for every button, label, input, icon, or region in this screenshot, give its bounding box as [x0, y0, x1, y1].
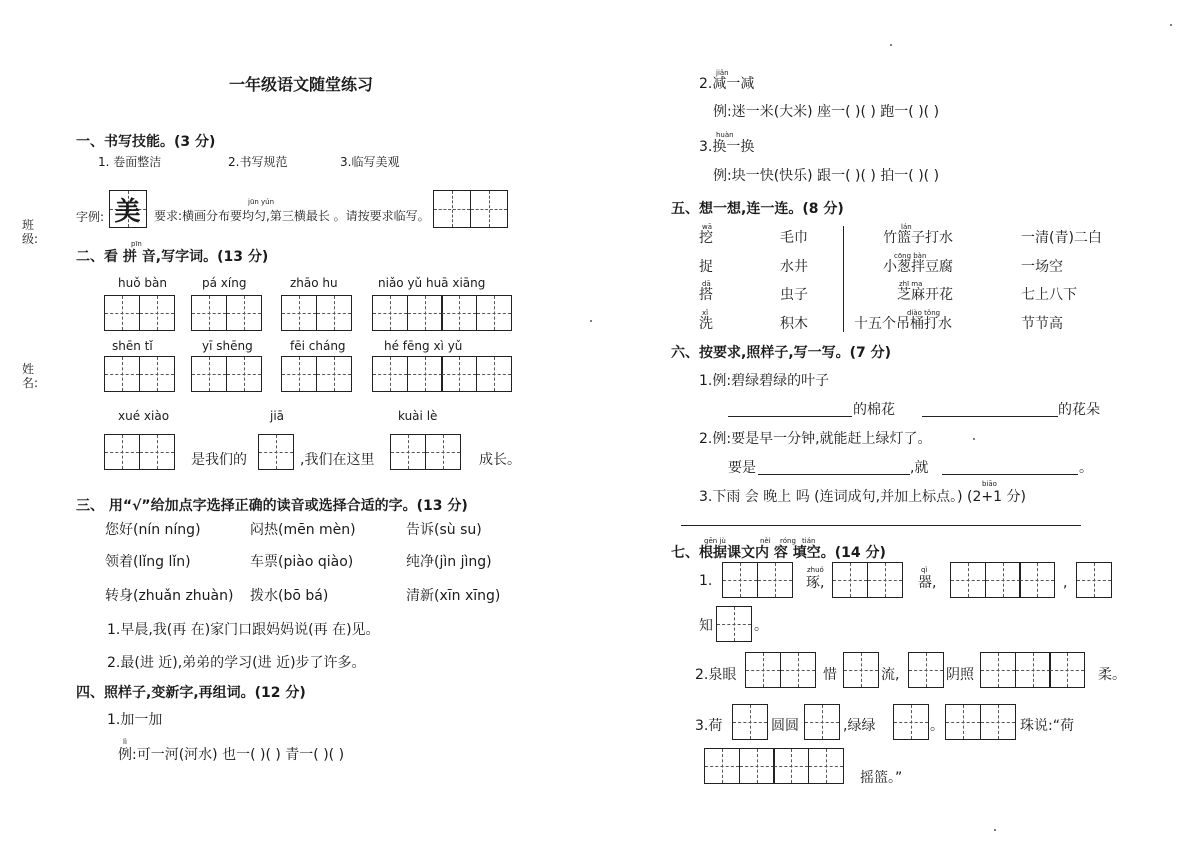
writing-cell[interactable]: [441, 356, 477, 392]
pinyin-zhaohu: zhāo hu: [290, 276, 338, 290]
section-6-heading: 六、按要求,照样子,写一写。(7 分): [671, 345, 892, 361]
s7-l2-quanyan: 2.泉眼: [695, 667, 737, 683]
ruby-zhi-ma: zhī ma: [899, 280, 923, 288]
writing-cell[interactable]: [281, 295, 317, 331]
s3-r2-c: 纯净(jìn jìng): [406, 554, 492, 570]
writing-cell[interactable]: [980, 652, 1016, 688]
phrase-3: 芝麻开花: [897, 287, 953, 303]
s6-q1b: 的花朵: [1058, 402, 1100, 418]
ruby-cong-ban: cōng bàn: [894, 252, 927, 260]
scan-speck: [973, 438, 975, 440]
s1-item-3: 3.临写美观: [340, 155, 400, 169]
ruby-jian: jiǎn: [716, 69, 729, 77]
writing-cell[interactable]: [104, 356, 140, 392]
grid-jia[interactable]: [258, 434, 294, 470]
writing-cell[interactable]: [281, 356, 317, 392]
writing-cell[interactable]: [407, 295, 443, 331]
section-3-heading: 三、 用“√”给加点字选择正确的读音或选择合适的字。(13 分): [76, 498, 468, 514]
s7-grid-2b[interactable]: [843, 652, 879, 688]
s3-r3-b: 拨水(bō bá): [250, 588, 329, 604]
s2-text-1: 是我们的: [191, 452, 247, 468]
noun-4: 积木: [780, 316, 808, 332]
writing-cell[interactable]: [780, 652, 816, 688]
writing-cell[interactable]: [407, 356, 443, 392]
writing-cell[interactable]: [258, 434, 294, 470]
writing-cell[interactable]: [722, 562, 758, 598]
s3-r1-a: 您好(nín níng): [105, 522, 201, 538]
ruby-tian: tián: [802, 537, 816, 545]
writing-cell[interactable]: [773, 748, 809, 784]
ruby-lan: lán: [901, 223, 912, 231]
s4-example-3: 例:块一快(快乐) 跟一( )( ) 拍一( )( ): [713, 168, 940, 184]
writing-cell[interactable]: [808, 748, 844, 784]
s2-heading-part-a: 二、看: [76, 249, 118, 265]
writing-cell[interactable]: [1049, 652, 1085, 688]
writing-cell[interactable]: [945, 704, 981, 740]
writing-cell[interactable]: [372, 356, 408, 392]
verb-3: 搭: [699, 287, 713, 303]
writing-cell[interactable]: [893, 704, 929, 740]
noun-2: 水井: [780, 259, 808, 275]
s3-r1-b: 闷热(mēn mèn): [250, 522, 356, 538]
grid-niaoyuhuaxiang[interactable]: [372, 295, 512, 331]
s3-q2: 2.最(进 近),弟弟的学习(进 近)步了许多。: [107, 655, 366, 671]
s6-answer-line[interactable]: [681, 525, 1081, 526]
writing-cell[interactable]: [1015, 652, 1051, 688]
writing-cell[interactable]: [441, 295, 477, 331]
s7-grid-3c[interactable]: [893, 704, 929, 740]
writing-cell[interactable]: [433, 190, 471, 228]
s7-grid-1b[interactable]: [832, 562, 903, 598]
ruby-li: lì: [123, 738, 127, 746]
s7-grid-1a[interactable]: [722, 562, 793, 598]
s7-l2-liu: 流,: [881, 667, 900, 683]
writing-cell[interactable]: [470, 190, 508, 228]
scan-speck: [890, 44, 892, 46]
writing-cell[interactable]: [191, 295, 227, 331]
pinyin-huoban: huǒ bàn: [118, 276, 167, 290]
writing-cell[interactable]: [739, 748, 775, 784]
section-4-heading: 四、照样子,变新字,再组词。(12 分): [76, 685, 306, 701]
s3-r2-b: 车票(piào qiào): [250, 554, 354, 570]
s7-l3-lvlv: ,绿绿: [843, 718, 876, 734]
s7-grid-2c[interactable]: [908, 652, 944, 688]
writing-cell[interactable]: [316, 295, 352, 331]
ruby-diao-tong: diào tǒng: [907, 309, 941, 317]
noun-1: 毛巾: [780, 230, 808, 246]
s2-text-3: 成长。: [479, 452, 521, 468]
s2-text-2: ,我们在这里: [300, 452, 375, 468]
grid-xuexiao[interactable]: [104, 434, 175, 470]
s2-heading-part-b: 拼: [122, 249, 137, 265]
noun-3: 虫子: [780, 287, 808, 303]
verb-4: 洗: [699, 316, 713, 332]
ruby-jun-yun: jūn yún: [248, 198, 275, 206]
writing-cell[interactable]: [950, 562, 986, 598]
writing-cell[interactable]: [985, 562, 1021, 598]
writing-cell[interactable]: [139, 295, 175, 331]
s3-r1-c: 告诉(sù su): [406, 522, 482, 538]
s6-blank-2a[interactable]: [758, 474, 910, 475]
writing-cell[interactable]: [832, 562, 868, 598]
writing-cell[interactable]: [716, 606, 752, 642]
pinyin-feichang: fēi cháng: [290, 339, 346, 353]
grid-zhaohu[interactable]: [281, 295, 352, 331]
s7-l2-xi: 惜: [823, 667, 837, 683]
section-1-heading: 一、书写技能。(3 分): [76, 134, 216, 150]
pinyin-jia: jiā: [270, 409, 285, 423]
idiom-2: 一场空: [1021, 259, 1063, 275]
s7-grid-3a[interactable]: [732, 704, 768, 740]
s7-grid-1e[interactable]: [716, 606, 752, 642]
writing-cell[interactable]: [191, 356, 227, 392]
scan-speck: [1170, 24, 1172, 26]
sample-char-box: [109, 190, 147, 228]
s6-blank-1a[interactable]: [728, 416, 852, 417]
writing-cell[interactable]: [139, 434, 175, 470]
s7-l1-comma: ,: [1063, 575, 1068, 591]
writing-cell[interactable]: [804, 704, 840, 740]
grid-yisheng[interactable]: [191, 356, 262, 392]
writing-cell[interactable]: [745, 652, 781, 688]
s7-grid-1c[interactable]: [950, 562, 1055, 598]
s2-heading-part-c: 音,写字词。(13 分): [141, 249, 269, 265]
s7-grid-3b[interactable]: [804, 704, 840, 740]
verb-1: 挖: [699, 230, 713, 246]
ruby-rong: róng: [780, 537, 796, 545]
pinyin-kuaile: kuài lè: [398, 409, 438, 423]
sample-label: 字例:: [76, 210, 105, 224]
s6-q1a: 的棉花: [853, 402, 895, 418]
s1-practice-grid[interactable]: [433, 190, 508, 228]
s7-l1-end: 。: [754, 618, 768, 634]
ruby-genju: gēn jù: [704, 537, 726, 545]
section-2-heading: [76, 249, 268, 265]
s7-l2-rou: 柔。: [1098, 667, 1126, 683]
writing-cell[interactable]: [226, 356, 262, 392]
s4-example-1: 例:可一河(河水) 也一( )( ) 青一( )( ): [118, 747, 345, 763]
s7-l1-zhuo: 琢,: [806, 575, 825, 591]
writing-cell[interactable]: [139, 356, 175, 392]
section-5-heading: 五、想一想,连一连。(8 分): [671, 201, 844, 217]
section-7-heading: 七、根据课文内 容 填空。(14 分): [671, 545, 886, 561]
s7-l1-qi: 器,: [918, 575, 937, 591]
grid-kuaile[interactable]: [390, 434, 461, 470]
s4-example-2: 例:迷一米(大米) 座一( )( ) 跑一( )( ): [713, 104, 940, 120]
s7-l1-num: 1.: [699, 573, 713, 589]
s4-sub1: 1.加一加: [107, 712, 163, 728]
sample-char: 美: [114, 196, 141, 227]
pinyin-shenti: shēn tǐ: [112, 339, 153, 353]
grid-shenti[interactable]: [104, 356, 175, 392]
s6-q2c: 。: [1079, 460, 1093, 476]
s3-r3-a: 转身(zhuǎn zhuàn): [105, 588, 234, 604]
ruby-da: dā: [702, 280, 711, 288]
s7-grid-2d[interactable]: [980, 652, 1085, 688]
s7-l1-zhi: 知: [699, 618, 713, 634]
scan-speck: [590, 320, 592, 322]
ruby-wa: wā: [702, 223, 713, 231]
grid-hefengxiyu[interactable]: [372, 356, 512, 392]
writing-cell[interactable]: [476, 295, 512, 331]
s4-sub3: 3.换一换: [699, 139, 755, 155]
writing-cell[interactable]: [372, 295, 408, 331]
s3-q1: 1.早晨,我(再 在)家门口跟妈妈说(再 在)见。: [107, 622, 380, 638]
s5-divider: [843, 226, 844, 332]
writing-cell[interactable]: [425, 434, 461, 470]
s1-item-2: 2.书写规范: [228, 155, 288, 169]
s3-r2-a: 领着(lǐng lǐn): [105, 554, 191, 570]
s7-grid-3e[interactable]: [704, 748, 844, 784]
writing-cell[interactable]: [226, 295, 262, 331]
pinyin-hefengxiyu: hé fēng xì yǔ: [384, 339, 463, 353]
s7-l3-period: 。: [930, 718, 944, 734]
s1-requirement: 要求:横画分布要均匀,第三横最长 。请按要求临写。: [154, 209, 430, 223]
idiom-1: 一清(青)二白: [1021, 230, 1102, 246]
grid-paxing[interactable]: [191, 295, 262, 331]
phrase-1: 竹篮子打水: [883, 230, 953, 246]
class-label: 班级:: [22, 218, 39, 246]
ruby-pin: pīn: [131, 240, 142, 248]
ruby-xi: xǐ: [702, 309, 709, 317]
idiom-3: 七上八下: [1021, 287, 1077, 303]
s1-item-1: 1. 卷面整洁: [98, 155, 162, 169]
ruby-qi: qì: [921, 566, 928, 574]
s4-sub2: 2.减一减: [699, 76, 755, 92]
writing-cell[interactable]: [104, 434, 140, 470]
idiom-4: 节节高: [1021, 316, 1063, 332]
writing-cell[interactable]: [704, 748, 740, 784]
ruby-zhuo: zhuó: [807, 566, 824, 574]
s6-q2: 2.例:要是早一分钟,就能赶上绿灯了。: [699, 431, 932, 447]
s6-q1: 1.例:碧绿碧绿的叶子: [699, 373, 830, 389]
grid-huoban[interactable]: [104, 295, 175, 331]
s6-blank-1b[interactable]: [922, 416, 1058, 417]
writing-cell[interactable]: [908, 652, 944, 688]
writing-cell[interactable]: [867, 562, 903, 598]
s7-l3-zhushuo: 珠说:“荷: [1020, 718, 1074, 734]
s6-q3: 3.下雨 会 晚上 吗 (连词成句,并加上标点。) (2+1 分): [699, 489, 1026, 505]
name-label: 姓名:: [22, 362, 39, 390]
s7-grid-1d[interactable]: [1076, 562, 1112, 598]
ruby-huan: huàn: [716, 131, 734, 139]
writing-cell[interactable]: [316, 356, 352, 392]
writing-cell[interactable]: [732, 704, 768, 740]
pinyin-niaoyuhuaxiang: niǎo yǔ huā xiāng: [378, 276, 486, 290]
grid-feichang[interactable]: [281, 356, 352, 392]
s7-grid-3d[interactable]: [945, 704, 1016, 740]
s7-l3-he: 3.荷: [695, 718, 723, 734]
ruby-nei: nèi: [760, 537, 771, 545]
s7-l2-yinzhao: 阴照: [946, 667, 974, 683]
writing-cell[interactable]: [980, 704, 1016, 740]
verb-2: 捉: [699, 259, 713, 275]
s6-q2b: ,就: [910, 460, 929, 476]
s6-q2a: 要是: [728, 460, 756, 476]
pinyin-yisheng: yī shēng: [202, 339, 253, 353]
s3-r3-c: 清新(xīn xīng): [406, 588, 501, 604]
phrase-2: 小葱拌豆腐: [883, 259, 953, 275]
phrase-4: 十五个吊桶打水: [854, 316, 952, 332]
writing-cell[interactable]: [390, 434, 426, 470]
writing-cell[interactable]: [476, 356, 512, 392]
ruby-biao: biāo: [982, 480, 997, 488]
pinyin-paxing: pá xíng: [202, 276, 247, 290]
writing-cell[interactable]: [757, 562, 793, 598]
s7-l3-yaolan: 摇篮。”: [860, 770, 903, 786]
s6-blank-2b[interactable]: [942, 474, 1078, 475]
writing-cell[interactable]: [1019, 562, 1055, 598]
s7-grid-2a[interactable]: [745, 652, 816, 688]
writing-cell[interactable]: [104, 295, 140, 331]
writing-cell[interactable]: [1076, 562, 1112, 598]
page-title: 一年级语文随堂练习: [229, 75, 374, 94]
pinyin-xuexiao: xué xiào: [118, 409, 170, 423]
writing-cell[interactable]: [843, 652, 879, 688]
s7-l3-yuanyuan: 圆圆: [771, 718, 799, 734]
scan-speck: [994, 829, 996, 831]
